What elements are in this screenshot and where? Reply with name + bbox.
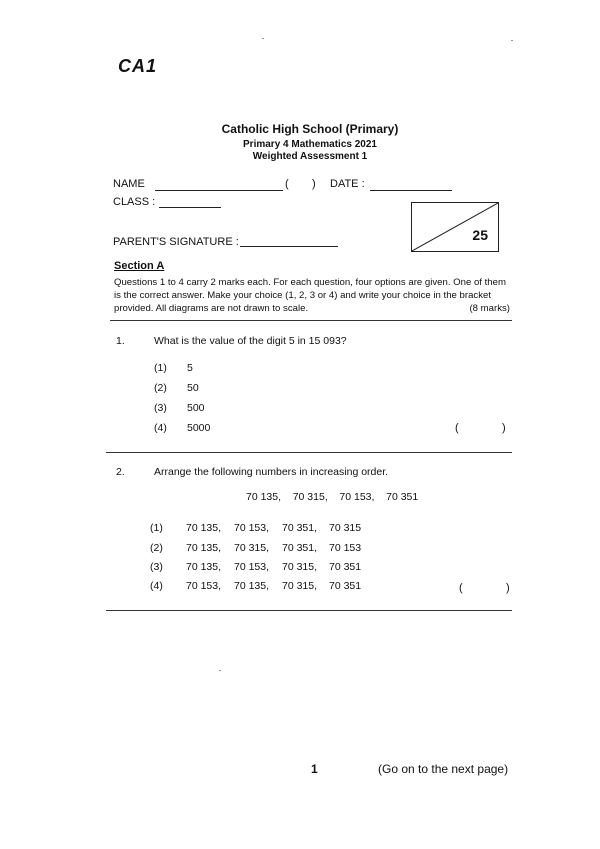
parent-signature-field[interactable] bbox=[240, 246, 338, 247]
question-1-text: What is the value of the digit 5 in 15 093? bbox=[154, 335, 347, 347]
q1-option-1-label: (1) bbox=[154, 362, 167, 374]
q2-option-2-label: (2) bbox=[150, 542, 163, 554]
q2-option-4-label: (4) bbox=[150, 580, 163, 592]
q2-option-1-num-1: 70 135, bbox=[186, 522, 222, 534]
question-1-number: 1. bbox=[116, 335, 125, 347]
school-name: Catholic High School (Primary) bbox=[221, 122, 399, 136]
score-total: 25 bbox=[472, 227, 488, 243]
name-label: NAME bbox=[113, 178, 145, 190]
q2-option-3-label: (3) bbox=[150, 561, 163, 573]
q2-option-3-num-2: 70 153, bbox=[234, 561, 270, 573]
q1-option-3-value: 500 bbox=[187, 402, 205, 414]
q2-option-2-num-3: 70 351, bbox=[282, 542, 318, 554]
q2-option-1-num-3: 70 351, bbox=[282, 522, 318, 534]
q2-option-1-label: (1) bbox=[150, 522, 163, 534]
q2-option-1-num-2: 70 153, bbox=[234, 522, 270, 534]
divider bbox=[106, 610, 512, 611]
question-2-given-numbers: 70 135, 70 315, 70 153, 70 351 bbox=[246, 491, 419, 503]
parent-signature-label: PARENT'S SIGNATURE : bbox=[113, 236, 239, 248]
question-2-text: Arrange the following numbers in increasing order. bbox=[154, 466, 389, 478]
q1-option-2-value: 50 bbox=[187, 382, 199, 394]
q1-option-2-label: (2) bbox=[154, 382, 167, 394]
subject-title: Primary 4 Mathematics 2021 bbox=[243, 139, 377, 150]
q2-option-1-num-4: 70 315 bbox=[329, 522, 362, 534]
scan-speck bbox=[262, 38, 264, 39]
section-instructions bbox=[114, 276, 510, 315]
q2-option-2-num-4: 70 153 bbox=[329, 542, 362, 554]
date-field[interactable] bbox=[370, 190, 452, 191]
name-paren-close: ) bbox=[312, 178, 316, 190]
page-number: 1 bbox=[311, 762, 318, 776]
q2-answer-field[interactable] bbox=[466, 580, 504, 596]
q2-option-4-num-2: 70 135, bbox=[234, 580, 270, 592]
divider bbox=[106, 452, 512, 453]
q2-option-4-num-3: 70 315, bbox=[282, 580, 318, 592]
class-field[interactable] bbox=[159, 207, 221, 208]
question-2-number: 2. bbox=[116, 466, 125, 478]
assessment-tag: CA1 bbox=[118, 56, 158, 76]
q1-option-4-label: (4) bbox=[154, 422, 167, 434]
instructions-text: Questions 1 to 4 carry 2 marks each. For each question, four options are given. One of them is the correct answer. Make your choice (1, 2, 3 or 4) and write your choice in the bracket provided. All diagrams are not drawn to scale. bbox=[114, 277, 506, 314]
class-label: CLASS : bbox=[113, 196, 156, 208]
assessment-title: Weighted Assessment 1 bbox=[252, 151, 368, 162]
section-marks: (8 marks) bbox=[469, 303, 510, 314]
q2-option-2-num-2: 70 315, bbox=[234, 542, 270, 554]
q1-option-4-value: 5000 bbox=[187, 422, 211, 434]
date-label: DATE : bbox=[330, 178, 365, 190]
q2-option-3-num-3: 70 315, bbox=[282, 561, 318, 573]
divider bbox=[110, 320, 512, 321]
scan-speck bbox=[219, 670, 221, 671]
section-title: Section A bbox=[114, 260, 165, 272]
name-field[interactable] bbox=[155, 190, 283, 191]
q2-answer-bracket-open: ( bbox=[459, 582, 463, 594]
q2-option-2-num-1: 70 135, bbox=[186, 542, 222, 554]
q1-option-3-label: (3) bbox=[154, 402, 167, 414]
q2-option-4-num-1: 70 153, bbox=[186, 580, 222, 592]
q1-answer-bracket-close: ) bbox=[502, 422, 506, 434]
scan-speck bbox=[511, 40, 513, 41]
q2-option-3-num-1: 70 135, bbox=[186, 561, 222, 573]
q1-answer-field[interactable] bbox=[462, 420, 500, 436]
q1-answer-bracket-open: ( bbox=[455, 422, 459, 434]
continue-note: (Go on to the next page) bbox=[378, 762, 509, 776]
name-paren-open: ( bbox=[285, 178, 289, 190]
q2-option-4-num-4: 70 351 bbox=[329, 580, 362, 592]
score-box bbox=[411, 202, 499, 252]
q1-option-1-value: 5 bbox=[187, 362, 193, 374]
q2-option-3-num-4: 70 351 bbox=[329, 561, 362, 573]
q2-answer-bracket-close: ) bbox=[506, 582, 510, 594]
